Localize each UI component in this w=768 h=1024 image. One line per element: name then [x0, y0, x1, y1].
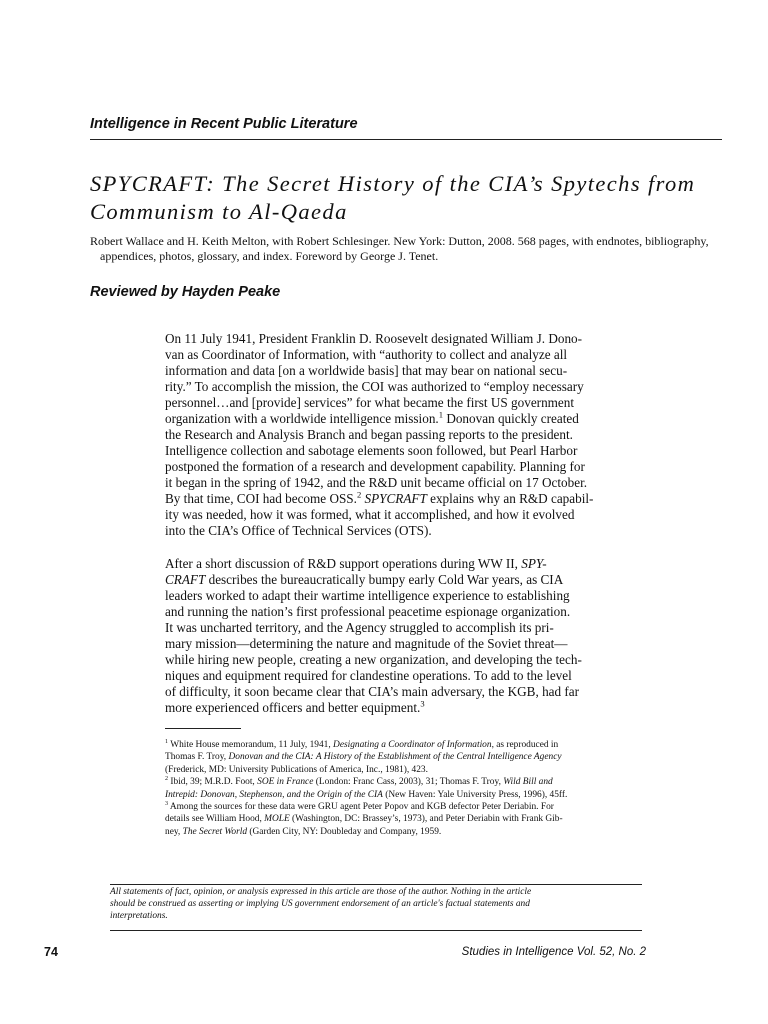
footnote-ref-3[interactable]: 3: [420, 698, 425, 709]
italic-span: SOE in France: [257, 777, 314, 788]
text-span: White House memorandum, 11 July, 1941,: [168, 740, 334, 750]
disclaimer-bottom-rule: [110, 930, 642, 931]
text-span: (Garden City, NY: Doubleday and Company, 1959.: [247, 826, 442, 837]
text-line: [165, 572, 647, 588]
italic-span: MOLE: [264, 814, 290, 825]
disclaimer-top-rule: [110, 884, 642, 885]
text-span: Among the sources for these data were GRU agent Peter Popov and KGB defector Peter Deriabin. For: [168, 802, 554, 813]
journal-footer: Studies in Intelligence Vol. 52, No. 2: [461, 946, 646, 958]
italic-span: Wild Bill and: [503, 777, 553, 788]
footnote-number: 3: [165, 800, 169, 807]
text-line: [165, 411, 647, 427]
text-span: ney,: [165, 826, 183, 837]
text-span: details see William Hood,: [165, 814, 265, 825]
text-line: ity was needed, how it was formed, what it accomplished, and how it evolved: [165, 507, 575, 522]
footnote-3: [165, 801, 655, 813]
text-span: Donovan quickly created: [443, 411, 579, 426]
disclaimer-line: All statements of fact, opinion, or analysis expressed in this article are those of the author. Nothing in the article: [110, 887, 532, 897]
text-span: organization with a worldwide intelligence mission.: [165, 411, 439, 426]
page-number: 74: [44, 945, 58, 959]
text-span: more experienced officers and better equipment.: [165, 700, 421, 715]
footnote-ref-2[interactable]: 2: [356, 489, 362, 500]
text-line: [165, 556, 647, 572]
footnote-rule: [165, 728, 241, 729]
footnote-line: [165, 789, 655, 801]
text-line: it began in the spring of 1942, and the R&D unit became official on 17 October.: [165, 475, 588, 490]
footnote-number: 2: [165, 776, 169, 783]
article-title: SPYCRAFT: The Secret History of the CIA’s Spytechs from Communism to Al-Qaeda: [90, 171, 696, 224]
text-line: rity.” To accomplish the mission, the COI was authorized to “employ necessary: [165, 379, 584, 394]
text-line: postponed the formation of a research and development capability. Planning for: [165, 459, 585, 474]
disclaimer-line: should be construed as asserting or implying US government endorsement of an article's factual statements and: [110, 899, 530, 910]
text-line: It was uncharted territory, and the Agency struggled to accomplish its pri-: [165, 620, 554, 635]
footnote-number: 1: [165, 738, 169, 745]
book-citation: Robert Wallace and H. Keith Melton, with Robert Schlesinger. New York: Dutton, 2008. 568 pages, with endnotes, bibliography, appendices, photos, glossary, and index. Foreword by George J. Tenet.: [90, 234, 709, 263]
text-line: while hiring new people, creating a new organization, and developing the tech-: [165, 652, 582, 667]
footnotes: [165, 739, 655, 838]
footnote-line: [165, 813, 655, 825]
text-line: personnel…and [provide] services” for what became the first US government: [165, 395, 575, 410]
text-span: explains why an R&D capabil-: [426, 491, 594, 506]
text-line: information and data [on a worldwide basis] that may bear on national secu-: [165, 363, 568, 378]
text-line: niques and equipment required for clandestine operations. To add to the level: [165, 668, 572, 683]
book-title-italic: SPY-: [521, 556, 547, 571]
footnote-ref-1[interactable]: 1: [438, 409, 444, 420]
footnote-line: [165, 826, 655, 838]
italic-span: Donovan and the CIA: A History of the Establishment of the Central Intelligence Agency: [228, 752, 562, 763]
text-span: By that time, COI had become OSS.: [165, 491, 357, 506]
text-line: into the CIA’s Office of Technical Services (OTS).: [165, 523, 432, 538]
section-header: Intelligence in Recent Public Literature: [90, 116, 358, 132]
text-span: After a short discussion of R&D support operations during WW II,: [165, 556, 522, 571]
italic-span: Designating a Coordinator of Information: [333, 740, 492, 750]
book-title-italic: CRAFT: [165, 572, 206, 587]
footnote-2: [165, 776, 655, 788]
reviewer-byline: Reviewed by Hayden Peake: [90, 284, 281, 300]
disclaimer-line: interpretations.: [110, 911, 168, 922]
text-span: (New Haven: Yale University Press, 1996), 45ff.: [382, 789, 568, 800]
text-line: [165, 491, 647, 507]
text-line: van as Coordinator of Information, with “authority to collect and analyze all: [165, 347, 568, 362]
text-span: (Washington, DC: Brassey’s, 1973), and Peter Deriabin with Frank Gib-: [289, 814, 563, 825]
body-paragraph-1: [165, 331, 647, 539]
text-line: and running the nation’s first professional peacetime espionage organization.: [165, 604, 571, 619]
book-title-italic: SPYCRAFT: [361, 491, 427, 506]
text-span: , as reproduced in: [491, 740, 559, 750]
text-line: [165, 700, 647, 716]
footnote-line: [165, 751, 655, 763]
text-line: of difficulty, it soon became clear that CIA’s main adversary, the KGB, had far: [165, 684, 580, 699]
disclaimer: [110, 886, 650, 923]
body-paragraph-2: [165, 556, 647, 716]
italic-span: The Secret World: [182, 826, 248, 837]
text-line: On 11 July 1941, President Franklin D. Roosevelt designated William J. Dono-: [165, 331, 583, 346]
header-rule: [90, 139, 722, 140]
footnote-line: (Frederick, MD: University Publications of America, Inc., 1981), 423.: [165, 764, 428, 775]
italic-span: Intrepid: Donovan, Stephenson, and the Origin of the CIA: [165, 789, 383, 800]
text-line: Intelligence collection and sabotage elements soon followed, but Pearl Harbor: [165, 443, 578, 458]
text-line: leaders worked to adapt their wartime intelligence experience to establishing: [165, 588, 570, 603]
text-span: describes the bureaucratically bumpy early Cold War years, as CIA: [205, 572, 564, 587]
text-span: (London: Franc Cass, 2003), 31; Thomas F. Troy,: [313, 777, 504, 788]
footnote-1: [165, 739, 655, 751]
text-span: Thomas F. Troy,: [165, 752, 229, 763]
text-line: the Research and Analysis Branch and began passing reports to the president.: [165, 427, 573, 442]
text-span: Ibid, 39; M.R.D. Foot,: [168, 777, 258, 788]
text-line: mary mission—determining the nature and magnitude of the Soviet threat—: [165, 636, 568, 651]
